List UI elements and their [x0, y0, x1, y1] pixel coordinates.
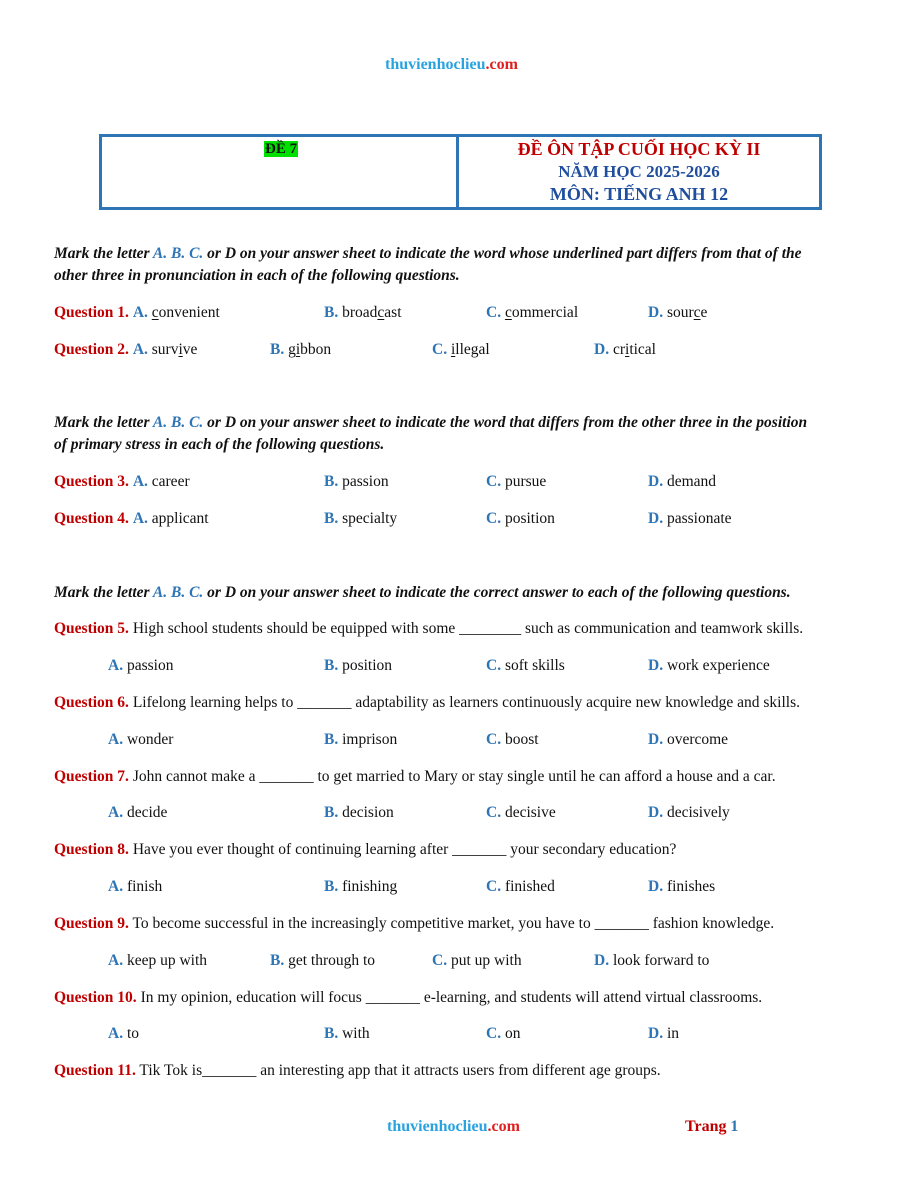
exam-number: ĐỀ 7 — [265, 141, 298, 157]
q3-option-b[interactable]: B. passion — [324, 473, 389, 490]
question-3: Question 3. A. career — [54, 473, 190, 490]
q8-option-a[interactable]: A. finish — [108, 878, 163, 895]
q9-option-d[interactable]: D. look forward to — [594, 952, 710, 969]
q10-option-a[interactable]: A. to — [108, 1025, 140, 1042]
q6-option-d[interactable]: D. overcome — [648, 731, 729, 748]
q7-option-a[interactable]: A. decide — [108, 804, 168, 821]
option-text: convenient — [151, 304, 220, 321]
subject: MÔN: TIẾNG ANH 12 — [549, 184, 729, 204]
q10-option-c[interactable]: C. on — [486, 1025, 521, 1042]
q7-option-c[interactable]: C. decisive — [486, 804, 556, 821]
exam-title: ĐỀ ÔN TẬP CUỐI HỌC KỲ II — [517, 139, 761, 159]
question-11: Question 11. Tik Tok is_______ an interesting app that it attracts users from different age groups. — [54, 1062, 661, 1079]
q6-option-b[interactable]: B. imprison — [324, 731, 398, 748]
school-year: NĂM HỌC 2025-2026 — [558, 162, 720, 181]
question-5: Question 5. High school students should be equipped with some ________ such as communication and teamwork skills. — [54, 620, 804, 637]
q9-option-a[interactable]: A. keep up with — [108, 952, 208, 969]
q2-option-c[interactable]: C. illegal — [432, 341, 490, 358]
instruction-stress-line2: of primary stress in each of the following questions. — [54, 436, 385, 453]
q2-option-d[interactable]: D. critical — [594, 341, 656, 358]
question-2: Question 2. A. survive — [54, 341, 198, 358]
question-10: Question 10. In my opinion, education will focus _______ e-learning, and students will attend virtual classrooms. — [54, 989, 763, 1006]
q9-option-b[interactable]: B. get through to — [270, 952, 376, 969]
q7-option-b[interactable]: B. decision — [324, 804, 394, 821]
q1-option-d[interactable]: D. source — [648, 304, 708, 321]
instruction-stress: Mark the letter A. B. C. or D on your answer sheet to indicate the word that differs from the other three in the position — [54, 414, 808, 431]
q3-option-c[interactable]: C. pursue — [486, 473, 547, 490]
instruction-pronunciation-line2: other three in pronunciation in each of the following questions. — [54, 267, 460, 284]
page-number: Trang 1 — [685, 1118, 739, 1135]
q5-option-c[interactable]: C. soft skills — [486, 657, 565, 674]
question-4: Question 4. A. applicant — [54, 510, 209, 527]
q4-option-c[interactable]: C. position — [486, 510, 555, 527]
q6-option-c[interactable]: C. boost — [486, 731, 539, 748]
q7-option-d[interactable]: D. decisively — [648, 804, 730, 821]
q5-option-a[interactable]: A. passion — [108, 657, 174, 674]
q10-option-b[interactable]: B. with — [324, 1025, 370, 1042]
instruction-correct-answer: Mark the letter A. B. C. or D on your answer sheet to indicate the correct answer to each of the following questions. — [54, 584, 791, 601]
question-9: Question 9. To become successful in the increasingly competitive market, you have to _______ fashion knowledge. — [54, 915, 775, 932]
question-6: Question 6. Lifelong learning helps to _______ adaptability as learners continuously acquire new knowledge and skills. — [54, 694, 801, 711]
q8-option-b[interactable]: B. finishing — [324, 878, 398, 895]
q4-option-b[interactable]: B. specialty — [324, 510, 398, 527]
question-8: Question 8. Have you ever thought of continuing learning after _______ your secondary education? — [54, 841, 677, 858]
question-1: Question 1. A. convenient — [54, 304, 220, 321]
q2-option-b[interactable]: B. gibbon — [270, 341, 332, 358]
q1-option-b[interactable]: B. broadcast — [324, 304, 402, 321]
site-name[interactable]: thuvienhoclieu.com — [385, 56, 518, 73]
q6-option-a[interactable]: A. wonder — [108, 731, 174, 748]
q3-option-d[interactable]: D. demand — [648, 473, 717, 490]
instruction-pronunciation: Mark the letter A. B. C. or D on your answer sheet to indicate the word whose underlined part differs from that of the — [54, 245, 802, 262]
q8-option-c[interactable]: C. finished — [486, 878, 555, 895]
q4-option-d[interactable]: D. passionate — [648, 510, 732, 527]
q9-option-c[interactable]: C. put up with — [432, 952, 522, 969]
q10-option-d[interactable]: D. in — [648, 1025, 680, 1042]
q5-option-b[interactable]: B. position — [324, 657, 393, 674]
q1-option-c[interactable]: C. commercial — [486, 304, 579, 321]
question-7: Question 7. John cannot make a _______ to get married to Mary or stay single until he can afford a house and a car. — [54, 768, 776, 785]
footer-site-name[interactable]: thuvienhoclieu.com — [387, 1118, 520, 1135]
q8-option-d[interactable]: D. finishes — [648, 878, 716, 895]
q5-option-d[interactable]: D. work experience — [648, 657, 770, 674]
